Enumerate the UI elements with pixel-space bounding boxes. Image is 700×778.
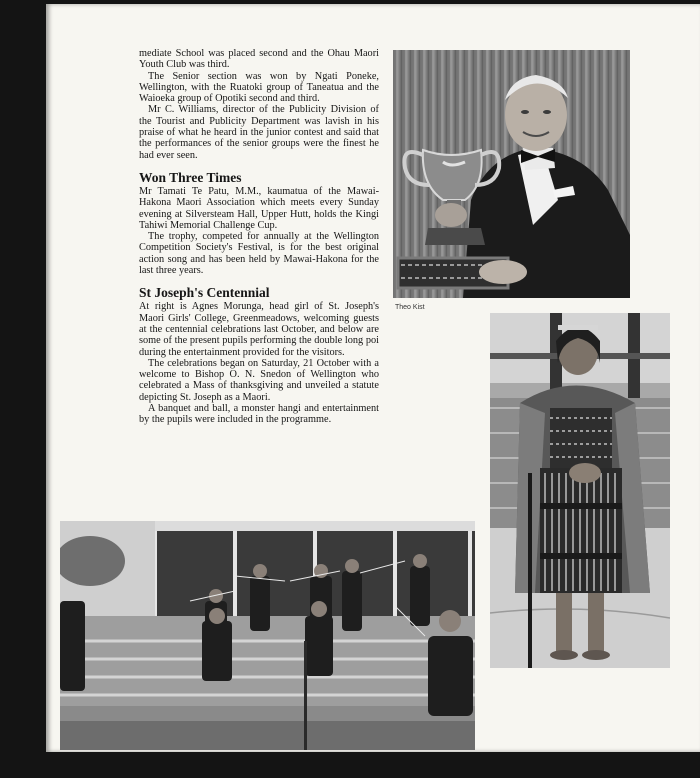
paragraph: The celebrations began on Saturday, 21 October with a welcome to Bishop O. N. Snedon of Wellington who celebrated a Mass of thanksgiving and unveiled a statute depicting St. Joseph as a Maori. [139,357,379,403]
section-heading-st-josephs-centennial: St Joseph's Centennial [139,285,270,301]
article-text-column [139,48,379,426]
section-heading-won-three-times: Won Three Times [139,169,242,185]
paragraph: The Senior section was won by Ngati Poneke, Wellington, with the Ruatoki group of Taneatua and the Waioeka group of Opotiki second and third. [139,70,379,105]
photo-agnes-morunga [490,313,670,668]
paragraph: A banquet and ball, a monster hangi and entertainment by the pupils were included in the programme. [139,403,379,426]
photo-pupils-performing-poi [60,521,475,750]
paragraph: Mr C. Williams, director of the Publicity Division of the Tourist and Publicity Department was lavish in his praise of what he heard in the junior contest and said that the performances of the senior groups were the finest he had ever seen. [139,104,379,161]
paragraph: The trophy, competed for annually at the Wellington Competition Society's Festival, is for the best original action song and has been held by Mawai-Hakona for the last three years. [139,231,379,277]
paragraph: mediate School was placed second and the Ohau Maori Youth Club was third. [139,48,379,71]
paragraph: At right is Agnes Morunga, head girl of St. Joseph's Maori Girls' College, Greenmeadows, welcoming guests at the centennial celebrations last October, and below are some of the present pupils performing the double long poi during the entertainment provided for the visitors. [139,301,379,358]
paragraph: Mr Tamati Te Patu, M.M., kaumatua of the Mawai-Hakona Maori Association which meets every Sunday evening at Silversteam Hall, Upper Hutt, holds the Kingi Tahiwi Memorial Challenge Cup. [139,185,379,231]
photo-credit: Theo Kist [395,304,425,311]
photo-man-with-trophy [393,50,630,298]
